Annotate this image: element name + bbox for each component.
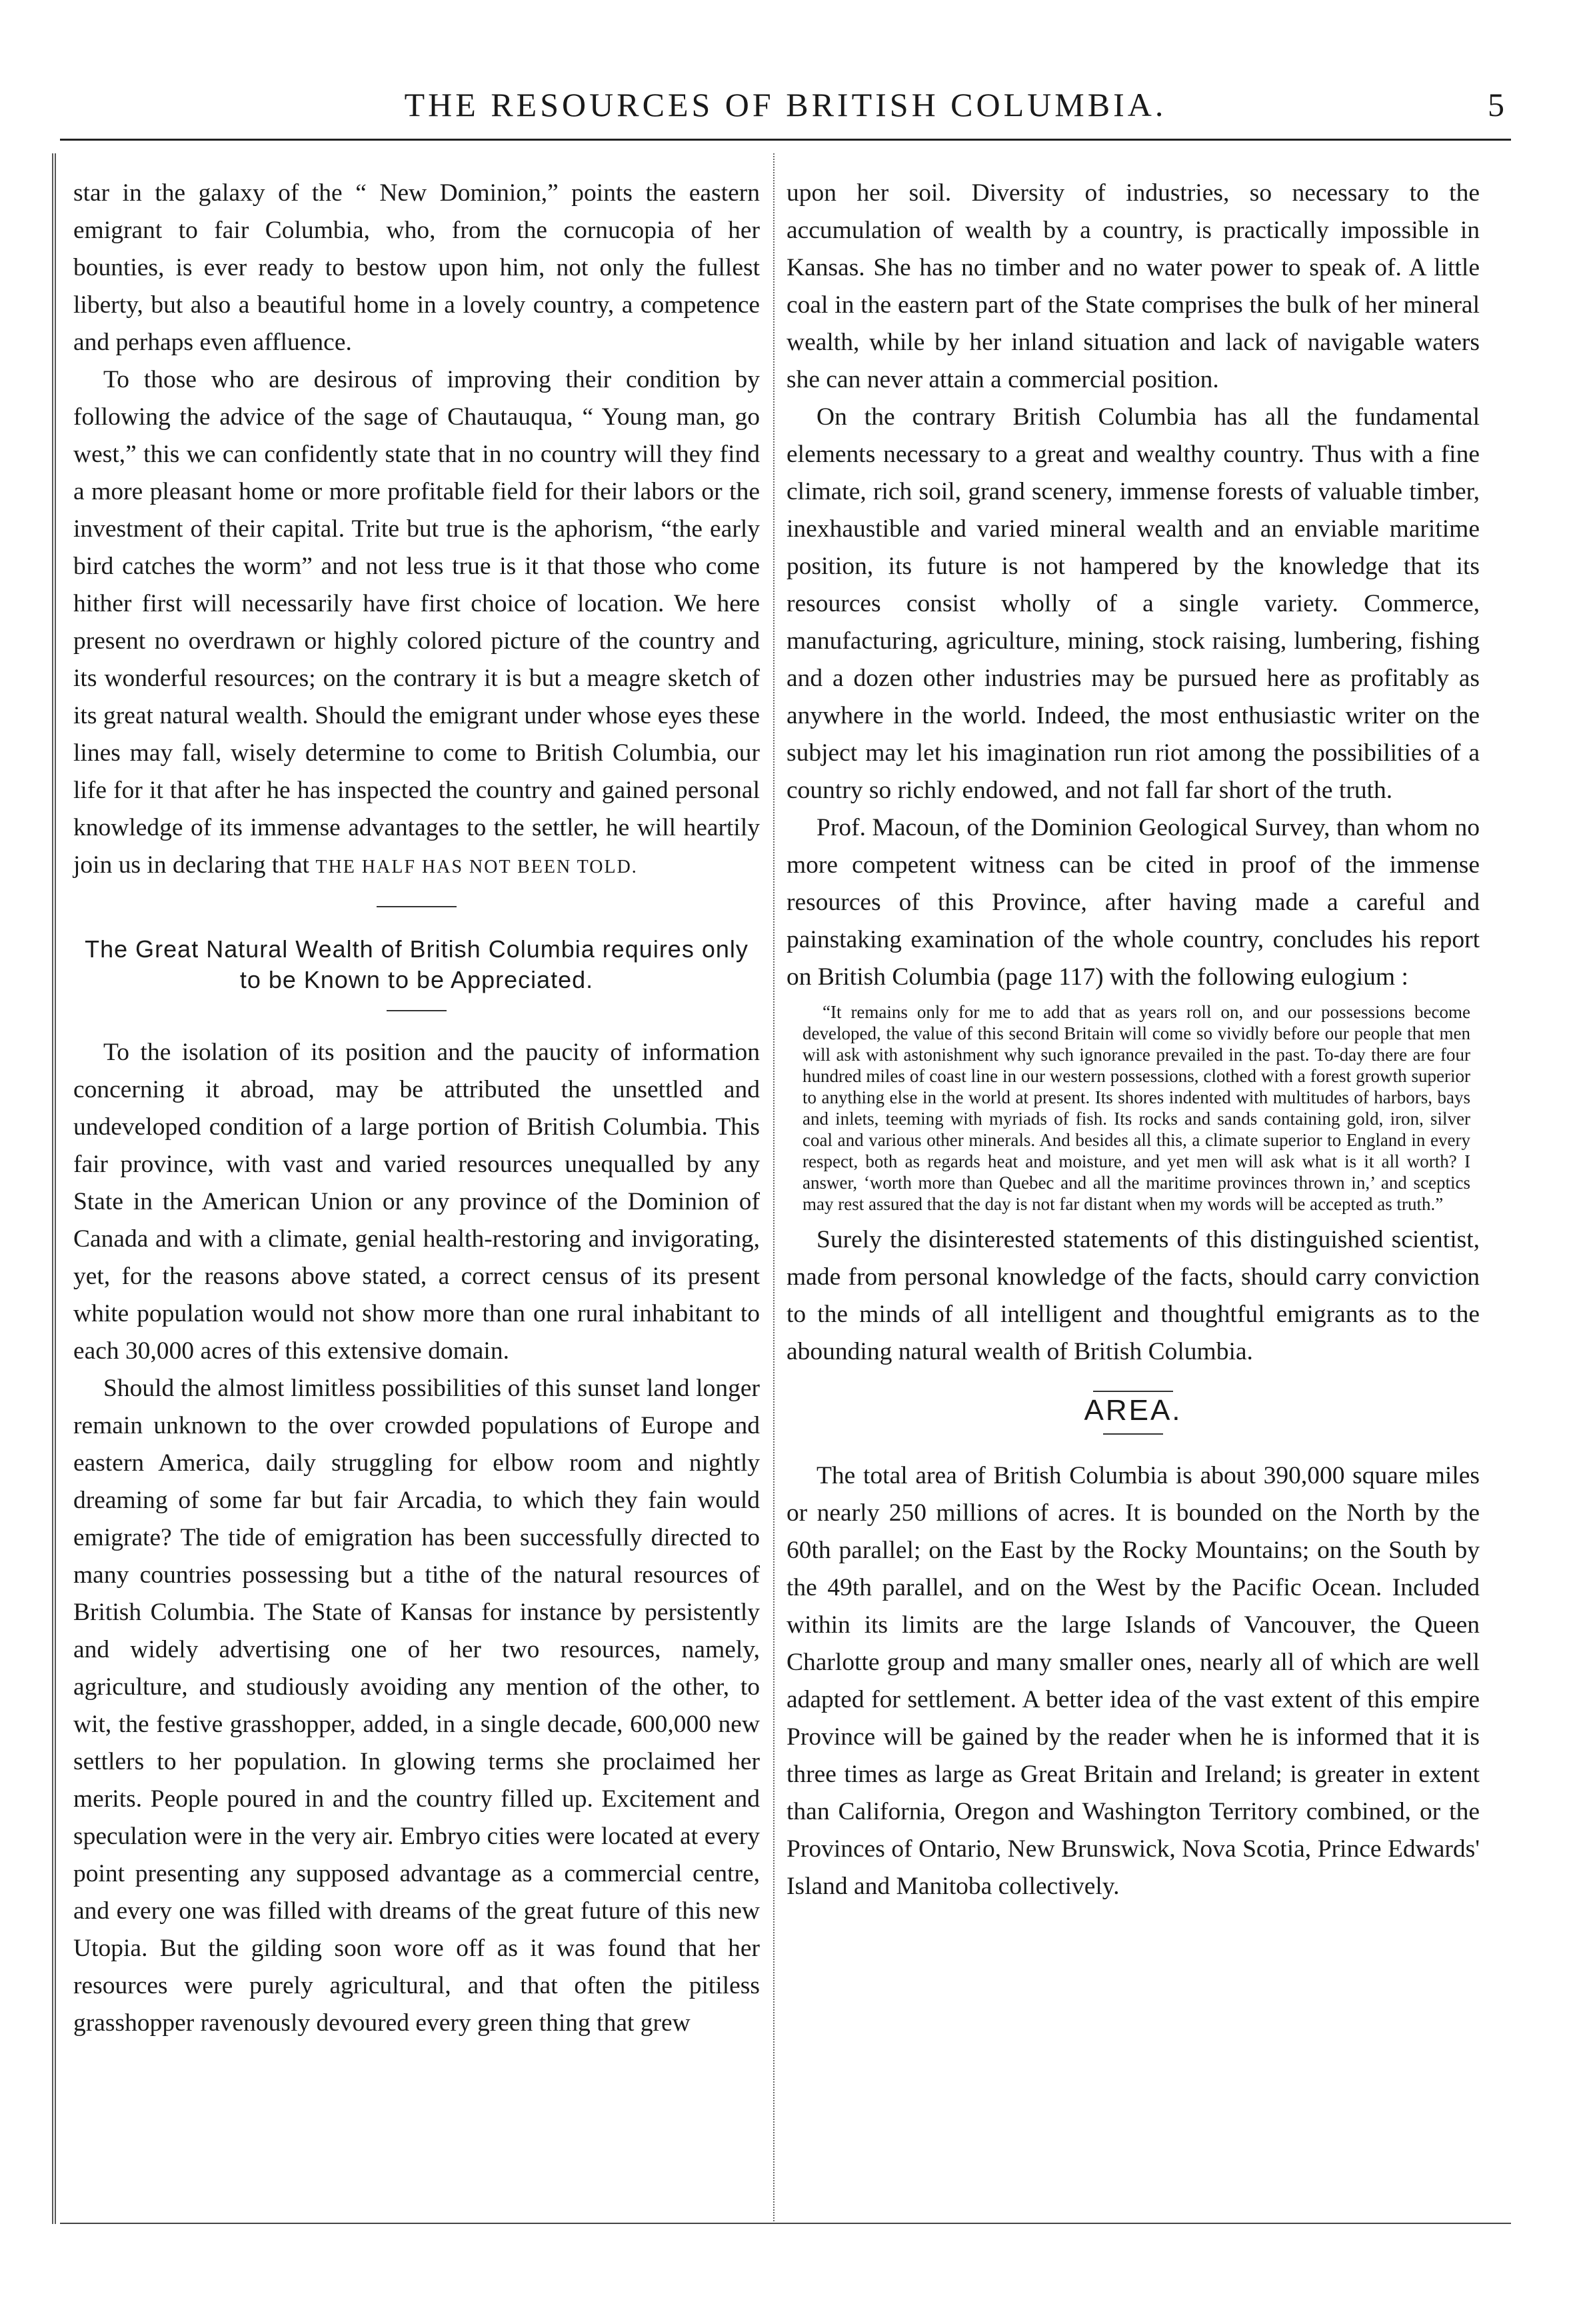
column-divider (773, 153, 775, 2224)
closing-phrase: THE HALF HAS NOT BEEN TOLD. (315, 857, 638, 877)
paragraph: Prof. Macoun, of the Dominion Geological Survey, than whom no more competent witness can be cited in proof of the immense resources of this Province, after having made a careful and painstaking examination of the whole country, concludes his report on British Columbia (page 117) with the following eulogium : (786, 814, 1480, 991)
page-number: 5 (1488, 86, 1504, 123)
right-column (786, 175, 1480, 2224)
block-quote: “It remains only for me to add that as years roll on, and our possessions become developed, the value of this second Britain will come so vividly before our people that men will ask with astonishment why such ignorance prevailed in the past. To-day there are four hundred miles of coast line in our western possessions, clothed with a forest growth superior to anything else in the world at present. Its shores indented with multitudes of harbors, bays and inlets, teeming with myriads of fish. Its rocks and sands containing gold, iron, silver coal and various other minerals. And besides all this, a climate superior to England in every respect, both as regards heat and moisture, and yet men will ask what is it all worth? I answer, ‘worth more than Quebec and all the maritime provinces thrown in,’ and sceptics may rest assured that the day is not far distant when my words will be accepted as truth.” (802, 1002, 1470, 1214)
heading-rule (1103, 1433, 1163, 1435)
paragraph: To the isolation of its position and the paucity of information concerning it abroad, may be attributed the unsettled and undeveloped condition of a large portion of British Columbia. This fair province, with vast and varied resources unequalled by any State in the American Union or any province of the Dominion of Canada and with a climate, genial health-restoring and invigorating, yet, for the reasons above stated, a correct census of its present white population would not show more than one rural inhabitant to each 30,000 acres of this extensive domain. (73, 1039, 760, 1365)
page-header (60, 85, 1511, 141)
paragraph: Surely the disinterested statements of this distinguished scientist, made from personal knowledge of the facts, should carry conviction to the minds of all intelligent and thoughtful emigrants as to the abounding natural wealth of British Columbia. (786, 1226, 1480, 1365)
left-column (73, 175, 760, 2224)
paragraph-text: To those who are desirous of improving their condition by following the advice of the sage of Chautauqua, “ Young man, go west,” this we can confidently state that in no country will they find a more pleasant home or more profitable field for their labors or the investment of their capital. Trite but true is the aphorism, “the early bird catches the worm” and not less true is it that those who come hither first will necessarily have first choice of location. We here present no overdrawn or highly colored picture of the country and its wonderful resources; on the contrary it is but a meagre sketch of its great natural wealth. Should the emigrant under whose eyes these lines may fall, wisely determine to come to British Columbia, our life for it that after he has inspected the country and gained personal knowledge of its immense advantages to the settler, he will heartily join us in declaring that (73, 366, 760, 879)
left-border (52, 153, 56, 2224)
running-title: THE RESOURCES OF BRITISH COLUMBIA. (404, 86, 1167, 123)
heading-rule (387, 1010, 447, 1011)
paragraph: On the contrary British Columbia has all the fundamental elements necessary to a great and wealthy country. Thus with a fine climate, rich soil, grand scenery, immense forests of valuable timber, inexhaustible and varied mineral wealth and an enviable maritime position, its future is not hampered by the knowledge that its resources consist wholly of a single variety. Commerce, manufacturing, agriculture, mining, stock raising, lumbering, fishing and a dozen other industries may be pursued here as profitably as anywhere in the world. Indeed, the most enthusiastic writer on the subject may let his imagination run riot among the possibilities of a country so richly endowed, and not fall far short of the truth. (786, 403, 1480, 804)
paragraph: upon her soil. Diversity of industries, so necessary to the accumulation of wealth by a country, is practically impossible in Kansas. She has no timber and no water power to speak of. A little coal in the eastern part of the State comprises the bulk of her mineral wealth, while by her inland situation and lack of navigable waters she can never attain a commercial position. (786, 179, 1480, 393)
area-heading: AREA. (1084, 1394, 1182, 1427)
section-heading: The Great Natural Wealth of British Columbia requires only to be Known to be Appreciated. (85, 935, 749, 993)
paragraph: star in the galaxy of the “ New Dominion,” points the eastern emigrant to fair Columbia, who, from the cornucopia of her bounties, is ever ready to bestow upon him, not only the fullest liberty, but also a beautiful home in a lovely country, a competence and perhaps even affluence. (73, 179, 760, 356)
paragraph: Should the almost limitless possibilities of this sunset land longer remain unknown to the over crowded populations of Europe and eastern America, daily struggling for elbow room and nightly dreaming of some far but fair Arcadia, to which they fain would emigrate? The tide of emigration has been successfully directed to many countries possessing but a tithe of the natural resources of British Columbia. The State of Kansas for instance by persistently and widely advertising one of her two resources, namely, agriculture, and studiously avoiding any mention of the other, to wit, the festive grasshopper, added, in a single decade, 600,000 new settlers to her population. In glowing terms she proclaimed her merits. People poured in and the country filled up. Excitement and speculation were in the very air. Embryo cities were located at every point presenting any supposed advantage as a commercial centre, and every one was filled with dreams of the great future of this new Utopia. But the gilding soon wore off as it was found that her resources were purely agricultural, and that often the pitiless grasshopper ravenously devoured every green thing that grew (73, 1375, 760, 2037)
section-separator (377, 906, 457, 907)
paragraph: The total area of British Columbia is about 390,000 square miles or nearly 250 millions of acres. It is bounded on the North by the 60th parallel; on the East by the Rocky Mountains; on the South by the 49th parallel, and on the West by the Pacific Ocean. Included within its limits are the large Islands of Vancouver, the Queen Charlotte group and many smaller ones, nearly all of which are well adapted for settlement. A better idea of the vast extent of this empire Province will be gained by the reader when he is informed that it is three times as large as Great Britain and Ireland; is greater in extent than California, Oregon and Washington Territory combined, or the Provinces of Ontario, New Brunswick, Nova Scotia, Prince Edwards' Island and Manitoba collectively. (786, 1462, 1480, 1900)
paragraph (73, 361, 760, 886)
